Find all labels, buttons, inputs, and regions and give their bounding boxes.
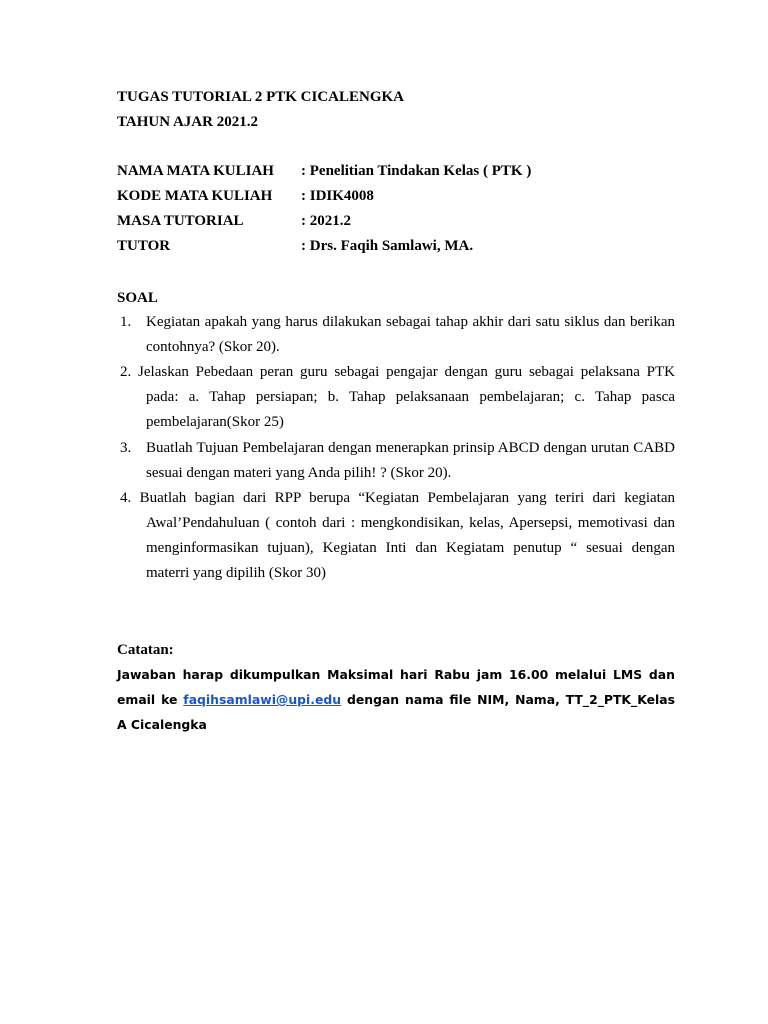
tutor-label: TUTOR [117,238,171,254]
tutor-email-link[interactable]: faqihsamlawi@upi.edu [183,692,342,707]
note-text-after: dengan nama file NIM, Nama, TT_2_PTK_Kelas A Cicalengka [117,692,675,732]
question-4 [120,486,675,586]
question-3 [120,436,675,486]
course-name-value: : Penelitian Tindakan Kelas ( PTK ) [301,163,532,179]
question-2 [120,360,675,435]
note-text-before: Jawaban harap dikumpulkan Maksimal hari Rabu jam 16.00 melalui LMS dan email ke [117,667,675,707]
submission-note [117,662,675,737]
question-number: 1. [120,314,132,330]
question-1 [120,310,675,360]
question-text: Buatlah Tujuan Pembelajaran dengan menerapkan prinsip ABCD dengan urutan CABD sesuai dengan materi yang Anda pilih! ? (Skor 20). [146,440,675,481]
document-title: TUGAS TUTORIAL 2 PTK CICALENGKA [117,89,405,105]
questions-heading: SOAL [117,290,158,306]
question-text: Kegiatan apakah yang harus dilakukan sebagai tahap akhir dari satu siklus dan berikan contohnya? (Skor 20). [146,314,675,355]
question-number: 2. [120,364,132,380]
course-code-value: : IDIK4008 [301,188,374,204]
question-number: 4. [120,490,132,506]
course-code-label: KODE MATA KULIAH [117,188,273,204]
tutorial-period-value: : 2021.2 [301,213,351,229]
academic-year: TAHUN AJAR 2021.2 [117,114,258,130]
tutorial-period-label: MASA TUTORIAL [117,213,244,229]
question-number: 3. [120,440,132,456]
course-name-label: NAMA MATA KULIAH [117,163,274,179]
notes-heading: Catatan: [117,642,174,658]
question-text: Jelaskan Pebedaan peran guru sebagai pengajar dengan guru sebagai pelaksana PTK pada: a. Tahap persiapan; b. Tahap pelaksanaan pembelajaran; c. Tahap pasca pembelajaran(Skor 25) [138,364,675,430]
tutor-value: : Drs. Faqih Samlawi, MA. [301,238,474,254]
question-text: Buatlah bagian dari RPP berupa “Kegiatan Pembelajaran yang teriri dari kegiatan Awal’Pendahuluan ( contoh dari : mengkondisikan, kelas, Apersepsi, memotivasi dan menginformasikan tujuan), Kegiatan Inti dan Kegiatam penutup “ sesuai dengan materri yang dipilih (Skor 30) [139,490,676,581]
